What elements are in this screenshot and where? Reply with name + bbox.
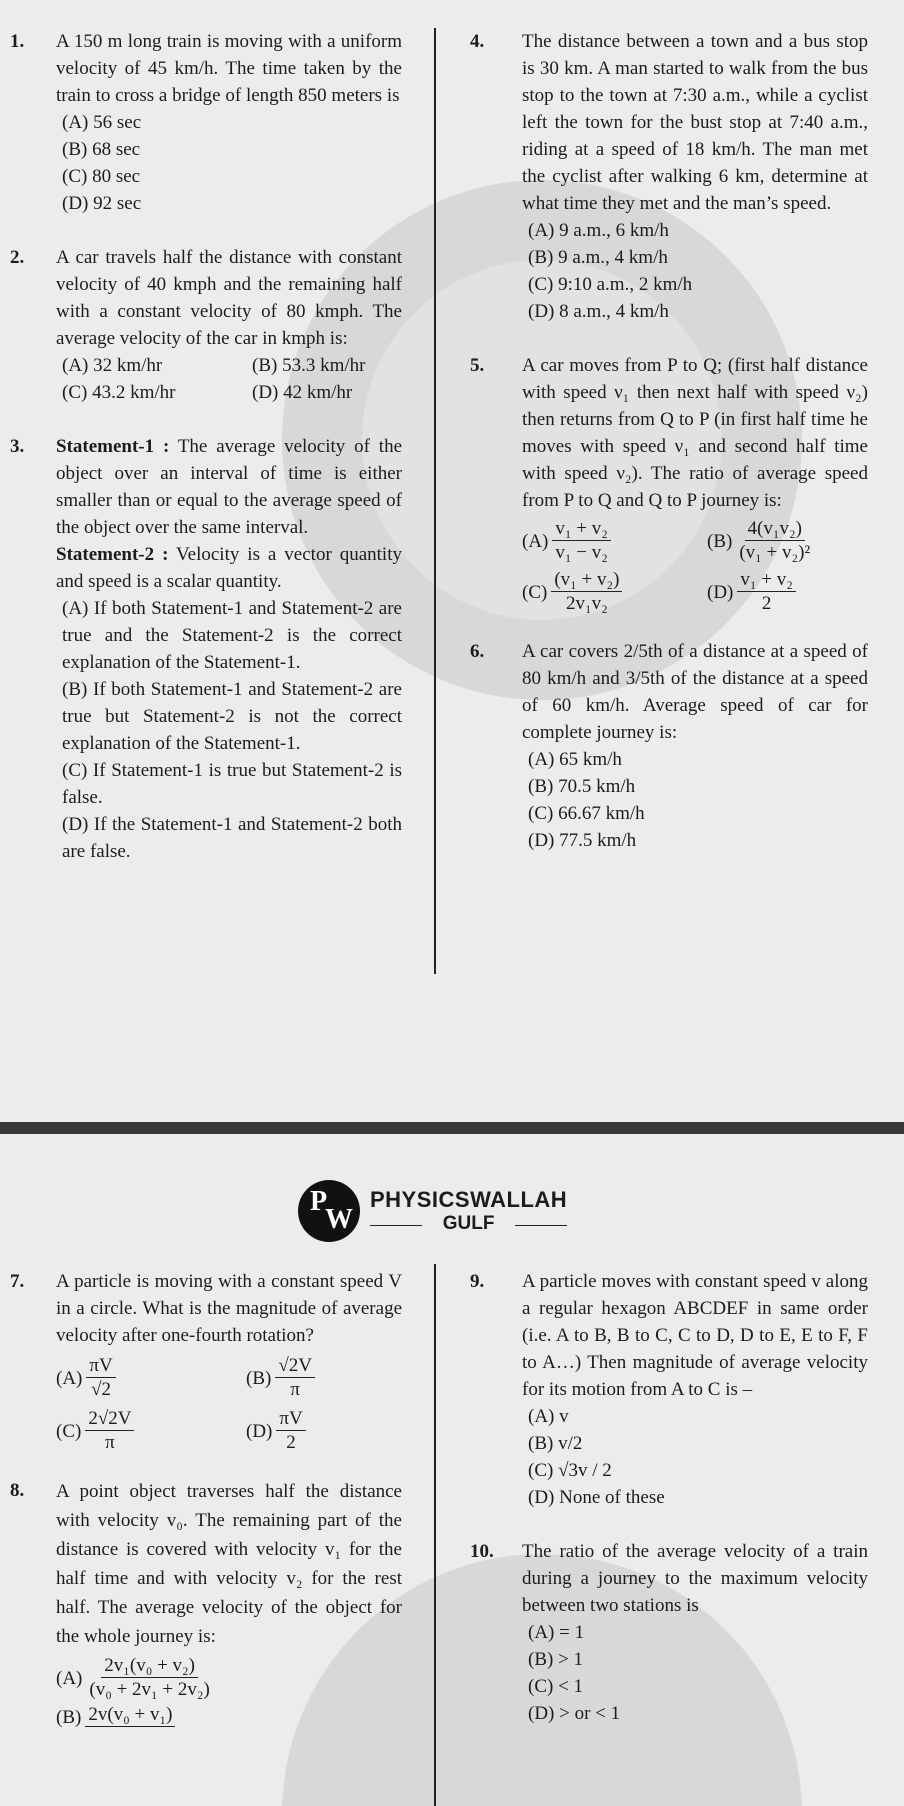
option-c[interactable]: (C) 43.2 km/hr bbox=[62, 382, 176, 403]
question-2 bbox=[10, 244, 402, 406]
question-number: 3. bbox=[10, 436, 25, 457]
left-column bbox=[10, 1268, 402, 1731]
option-c[interactable]: (C) 80 sec bbox=[62, 166, 141, 187]
left-column bbox=[10, 28, 402, 865]
option-b[interactable]: (B) $\frac{√2V}{\pi}$ bbox=[246, 1355, 319, 1402]
question-text: A point object traverses half the distance with velocity v₀. The remaining part of the distance is covered with velocity v₁ for the half time and with velocity v₂ for the rest half. The average velocity of the object for the whole journey is: bbox=[56, 1481, 402, 1647]
question-10 bbox=[470, 1538, 868, 1727]
question-number: 10. bbox=[470, 1541, 494, 1562]
option-d[interactable]: (D) 42 km/hr bbox=[252, 382, 353, 403]
option-b[interactable]: (B) If both Statement-1 and Statement-2 are true but Statement-2 is not the correct explanation of the Statement-1. bbox=[62, 679, 402, 754]
question-3 bbox=[10, 433, 402, 865]
option-b[interactable]: (B) v/2 bbox=[528, 1433, 583, 1454]
question-text: A car moves from P to Q; (first half distance with speed ν₁ then next half with speed ν₂) then returns from Q to P (in first half time he moves with speed ν₁ and second half time with speed ν₂). The ratio of average speed from P to Q and Q to P journey is: bbox=[522, 355, 868, 511]
option-a[interactable]: (A) 32 km/hr bbox=[62, 355, 163, 376]
option-b[interactable]: (B) 9 a.m., 4 km/h bbox=[528, 247, 668, 268]
brand-name: PHYSICSWALLAH bbox=[370, 1187, 568, 1212]
option-d[interactable]: (D) $\frac{\pi V}{2}$ bbox=[246, 1408, 310, 1455]
question-9 bbox=[470, 1268, 868, 1511]
option-a[interactable]: (A) v bbox=[528, 1406, 569, 1427]
option-a[interactable]: (A) $\frac{\text{2v₁(v₀ + v₂)}}{\text{(v₀ + 2v₁ + 2v₂)}}$ bbox=[56, 1655, 210, 1700]
question-text: The ratio of the average velocity of a train during a journey to the maximum velocity between two stations is bbox=[522, 1541, 868, 1616]
question-number: 6. bbox=[470, 641, 485, 662]
option-b[interactable]: (B) $\frac{\text{4(v₁v₂)}}{\text{(v₁ + v₂)²}}$ bbox=[707, 518, 811, 563]
question-number: 2. bbox=[10, 247, 25, 268]
question-text: A particle moves with constant speed v along a regular hexagon ABCDEF in same order (i.e. A to B, B to C, C to D, D to E, E to F, F to A…) Then magnitude of average velocity for its motion from A to C is – bbox=[522, 1271, 868, 1400]
option-b[interactable]: (B) 2v(v₀ + v₁) bbox=[56, 1704, 402, 1731]
option-c[interactable]: (C) √3v / 2 bbox=[528, 1460, 612, 1481]
option-b[interactable]: (B) 70.5 km/h bbox=[528, 776, 636, 797]
option-d[interactable]: (D) 92 sec bbox=[62, 193, 142, 214]
question-6 bbox=[470, 638, 868, 854]
option-a[interactable]: (A) $\frac{\pi V}{√2}$ bbox=[56, 1355, 246, 1402]
question-text: A 150 m long train is moving with a uniform velocity of 45 km/h. The time taken by the train to cross a bridge of length 850 meters is bbox=[56, 31, 402, 106]
pw-logo-icon: P W bbox=[298, 1180, 360, 1242]
option-d[interactable]: (D) 8 a.m., 4 km/h bbox=[528, 301, 669, 322]
option-d[interactable]: (D) > or < 1 bbox=[528, 1703, 621, 1724]
option-c[interactable]: (C) $\frac{2√2V}{\pi}$ bbox=[56, 1408, 246, 1455]
option-c[interactable]: (C) 9:10 a.m., 2 km/h bbox=[528, 274, 693, 295]
option-d[interactable]: (D) If the Statement-1 and Statement-2 both are false. bbox=[62, 814, 402, 862]
option-b[interactable]: (B) 68 sec bbox=[62, 139, 141, 160]
brand-region: GULF bbox=[370, 1213, 567, 1235]
page-bottom bbox=[0, 1134, 904, 1806]
option-b[interactable]: (B) > 1 bbox=[528, 1649, 584, 1670]
brand-logo bbox=[298, 1180, 567, 1242]
question-5 bbox=[470, 352, 868, 616]
question-7 bbox=[10, 1268, 402, 1455]
question-number: 4. bbox=[470, 31, 485, 52]
option-c[interactable]: (C) < 1 bbox=[528, 1676, 584, 1697]
option-a[interactable]: (A) 65 km/h bbox=[528, 749, 622, 770]
question-8 bbox=[10, 1477, 402, 1731]
option-c[interactable]: (C) $\frac{\text{(v₁ + v₂)}}{\text{2v₁v₂}}$ bbox=[522, 569, 707, 616]
option-a[interactable]: (A) 9 a.m., 6 km/h bbox=[528, 220, 669, 241]
question-number: 7. bbox=[10, 1271, 25, 1292]
statement-1-text: The average velocity of the object over an interval of time is either smaller than or equal to the average speed of the object over the same interval. bbox=[56, 436, 402, 538]
question-number: 9. bbox=[470, 1271, 485, 1292]
question-text: A car travels half the distance with constant velocity of 40 kmph and the remaining half with a constant velocity of 80 kmph. The average velocity of the car in kmph is: bbox=[56, 247, 402, 349]
question-text: A particle is moving with a constant speed V in a circle. What is the magnitude of average velocity after one-fourth rotation? bbox=[56, 1271, 402, 1346]
option-a[interactable]: (A) If both Statement-1 and Statement-2 are true and the Statement-2 is the correct explanation of the Statement-1. bbox=[62, 598, 402, 673]
option-c[interactable]: (C) 66.67 km/h bbox=[528, 803, 645, 824]
column-divider bbox=[434, 1264, 436, 1806]
question-number: 8. bbox=[10, 1480, 25, 1501]
page-separator bbox=[0, 1122, 904, 1134]
statement-2-label: Statement-2 : bbox=[56, 544, 169, 565]
option-c[interactable]: (C) If Statement-1 is true but Statement-2 is false. bbox=[62, 760, 402, 808]
statement-2-text: Velocity is a vector quantity and speed is a scalar quantity. bbox=[56, 544, 402, 592]
option-a[interactable]: (A) = 1 bbox=[528, 1622, 585, 1643]
right-column bbox=[470, 28, 868, 854]
question-text: A car covers 2/5th of a distance at a speed of 80 km/h and 3/5th of the distance at a speed of 60 km/h. Average speed of car for complete journey is: bbox=[522, 641, 868, 743]
question-4 bbox=[470, 28, 868, 325]
option-a[interactable]: (A) 56 sec bbox=[62, 112, 142, 133]
right-column bbox=[470, 1268, 868, 1727]
question-number: 1. bbox=[10, 31, 25, 52]
column-divider bbox=[434, 28, 436, 974]
question-number: 5. bbox=[470, 355, 485, 376]
option-b[interactable]: (B) 53.3 km/hr bbox=[252, 355, 366, 376]
question-text: The distance between a town and a bus stop is 30 km. A man started to walk from the bus stop to the town at 7:30 a.m., while a cyclist left the town for the bust stop at 7:40 a.m., riding at a speed of 18 km/h. The man met the cyclist after walking 6 km, determine at what time they met and the man’s speed. bbox=[522, 31, 868, 214]
option-d[interactable]: (D) $\frac{\text{v₁ + v₂}}{2}$ bbox=[707, 569, 800, 616]
option-a[interactable]: (A) $\frac{\text{v₁ + v₂}}{\text{v₁ − v₂}}$ bbox=[522, 518, 707, 565]
question-1 bbox=[10, 28, 402, 217]
option-d[interactable]: (D) None of these bbox=[528, 1487, 665, 1508]
option-d[interactable]: (D) 77.5 km/h bbox=[528, 830, 637, 851]
statement-1-label: Statement-1 : bbox=[56, 436, 170, 457]
